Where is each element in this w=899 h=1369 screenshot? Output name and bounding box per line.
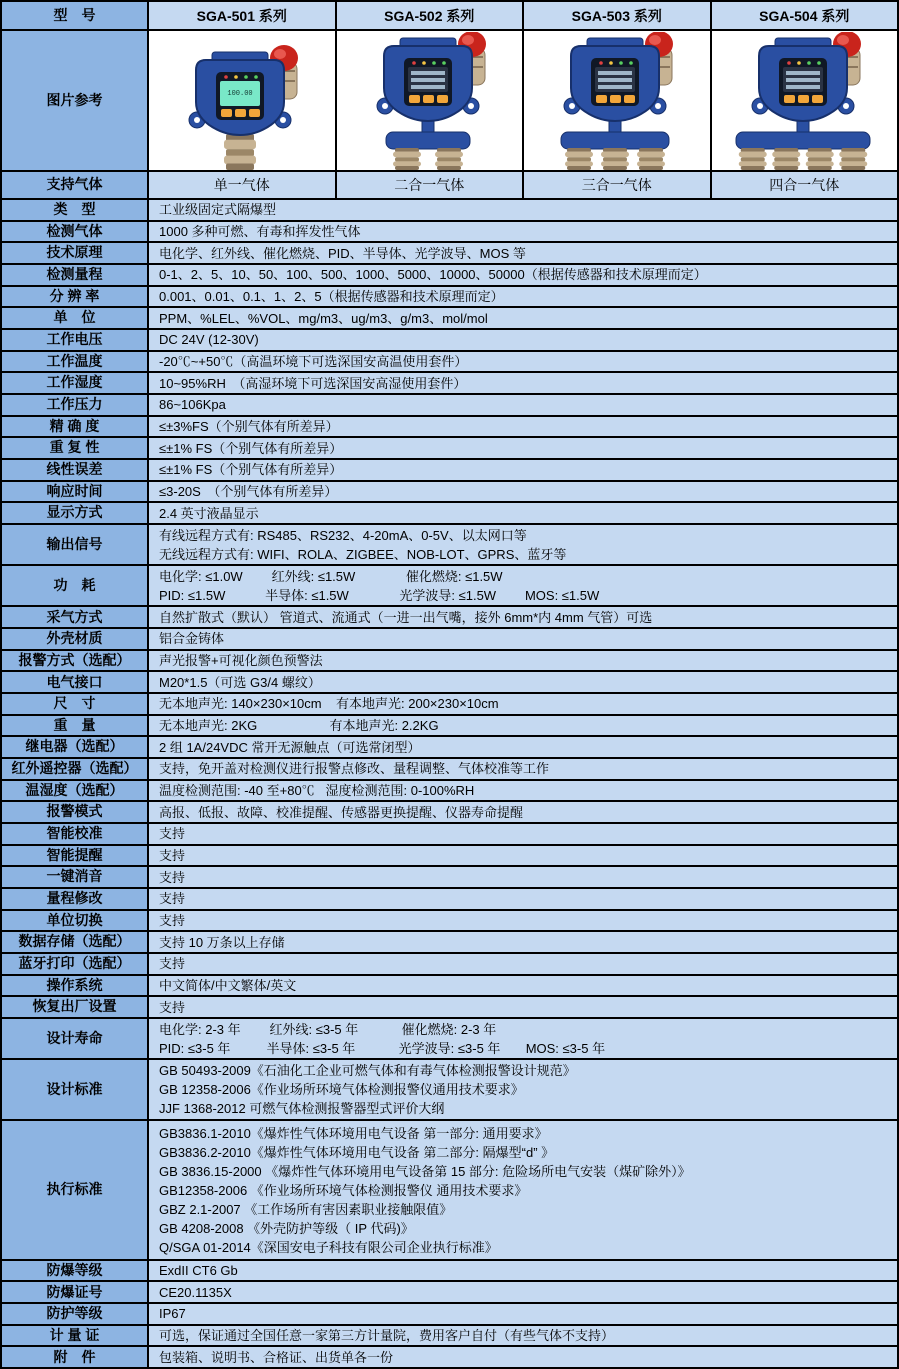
sensor-probe [806,148,834,170]
spec-row-14 [2,501,897,523]
spec-value-38 [149,1121,897,1259]
spec-row-3 [2,263,897,285]
spec-row-29 [2,865,897,887]
spec-label-37: 设计标准 [2,1060,149,1119]
spec-value-33 [149,954,897,974]
spec-label-32: 数据存储（选配） [2,932,149,952]
device-image-1 [337,31,525,170]
spec-label-28: 智能提醒 [2,846,149,866]
spec-label-34: 操作系统 [2,976,149,996]
spec-row-13 [2,480,897,502]
image-row-label: 图片参考 [2,31,149,170]
spec-value-25 [149,781,897,801]
spec-value-35 [149,997,897,1017]
spec-value-line: 2.4 英寸液晶显示 [159,505,259,521]
spec-label-38: 执行标准 [2,1121,149,1259]
spec-row-16 [2,564,897,605]
spec-value-8 [149,373,897,393]
spec-row-18 [2,627,897,649]
spec-value-line: 支持 [159,956,186,972]
gas-value-3: 四合一气体 [712,172,898,198]
gas-value-1: 二合一气体 [337,172,525,198]
spec-value-2 [149,243,897,263]
sensor-probe [393,148,421,170]
spec-label-7: 工作温度 [2,352,149,372]
spec-row-39 [2,1259,897,1281]
image-row [2,29,897,170]
spec-label-0: 类 型 [2,200,149,220]
spec-value-10 [149,417,897,437]
spec-value-line: 中文简体/中文繁体/英文 [159,977,297,993]
spec-value-line: 有线远程方式有: RS485、RS232、4-20mA、0-5V、以太网口等 [159,527,527,543]
spec-value-41 [149,1304,897,1324]
model-header-sga-502: SGA-502 系列 [337,2,525,29]
spec-row-24 [2,757,897,779]
spec-label-39: 防爆等级 [2,1261,149,1281]
spec-value-31 [149,911,897,931]
spec-value-line: 支持，免开盖对检测仪进行报警点修改、量程调整、气体校准等工作 [159,761,550,777]
gas-detector-illustration [525,32,708,170]
spec-label-4: 分 辨 率 [2,287,149,307]
spec-value-line: GB 50493-2009《石油化工企业可燃气体和有毒气体检测报警设计规范》 [159,1063,576,1079]
spec-label-19: 报警方式（选配） [2,651,149,671]
spec-value-24 [149,759,897,779]
sensor-probe [739,148,767,170]
spec-value-6 [149,330,897,350]
spec-value-line: 支持 [159,848,186,864]
gas-detector-illustration [338,32,521,170]
header-label: 型 号 [2,2,149,29]
spec-value-39 [149,1261,897,1281]
spec-value-27 [149,824,897,844]
spec-value-line: GBZ 2.1-2007 《工作场所有害因素职业接触限值》 [159,1201,453,1217]
spec-value-42 [149,1326,897,1346]
spec-value-16 [149,566,897,605]
spec-value-line: DC 24V (12-30V) [159,332,259,348]
spec-value-43 [149,1347,897,1367]
spec-value-line: 声光报警+可视化颜色预警法 [159,653,323,669]
spec-value-line: 支持 [159,891,186,907]
spec-value-line: 2 组 1A/24VDC 常开无源触点（可选常闭型） [159,739,421,755]
spec-row-26 [2,800,897,822]
spec-row-36 [2,1017,897,1058]
spec-value-line: 支持 [159,999,186,1015]
spec-value-line: -20℃~+50℃（高温环境下可选深国安高温使用套件） [159,353,468,369]
spec-label-13: 响应时间 [2,482,149,502]
spec-label-36: 设计寿命 [2,1019,149,1058]
spec-label-8: 工作湿度 [2,373,149,393]
spec-label-24: 红外遥控器（选配） [2,759,149,779]
spec-value-17 [149,607,897,627]
spec-value-line: ExdII CT6 Gb [159,1263,238,1279]
spec-value-line: 温度检测范围: -40 至+80℃ 湿度检测范围: 0-100%RH [159,783,475,799]
spec-row-34 [2,974,897,996]
spec-label-30: 量程修改 [2,889,149,909]
spec-label-15: 输出信号 [2,525,149,564]
spec-label-16: 功 耗 [2,566,149,605]
device-image-2 [524,31,712,170]
spec-label-2: 技术原理 [2,243,149,263]
spec-row-30 [2,887,897,909]
spec-row-31 [2,909,897,931]
spec-row-42 [2,1324,897,1346]
sensor-probe [772,148,800,170]
spec-rows [2,198,897,1367]
spec-label-20: 电气接口 [2,672,149,692]
spec-label-35: 恢复出厂设置 [2,997,149,1017]
spec-row-4 [2,285,897,307]
spec-row-43 [2,1345,897,1367]
spec-value-12 [149,460,897,480]
spec-value-line: 86~106Kpa [159,397,226,413]
header-row [2,2,897,29]
spec-row-9 [2,393,897,415]
spec-value-line: ≤±1% FS（个别气体有所差异） [159,440,343,456]
spec-label-18: 外壳材质 [2,629,149,649]
spec-row-19 [2,649,897,671]
spec-label-14: 显示方式 [2,503,149,523]
spec-value-line: IP67 [159,1306,186,1322]
spec-label-9: 工作压力 [2,395,149,415]
spec-value-line: 支持 [159,869,186,885]
spec-value-0 [149,200,897,220]
spec-label-27: 智能校准 [2,824,149,844]
gas-row [2,170,897,198]
spec-row-5 [2,306,897,328]
spec-row-8 [2,371,897,393]
spec-label-10: 精 确 度 [2,417,149,437]
sensor-probe [601,148,629,170]
spec-value-line: 支持 10 万条以上存储 [159,934,285,950]
spec-value-15 [149,525,897,564]
spec-value-line: CE20.1135X [159,1284,232,1300]
spec-value-line: ≤±1% FS（个别气体有所差异） [159,462,343,478]
spec-label-29: 一键消音 [2,867,149,887]
spec-value-40 [149,1282,897,1302]
spec-value-18 [149,629,897,649]
device-image-0 [149,31,337,170]
spec-value-26 [149,802,897,822]
spec-row-28 [2,844,897,866]
spec-value-3 [149,265,897,285]
spec-label-31: 单位切换 [2,911,149,931]
sensor-probe [637,148,665,170]
spec-value-20 [149,672,897,692]
spec-value-line: 1000 多种可燃、有毒和挥发性气体 [159,223,361,239]
spec-value-29 [149,867,897,887]
spec-value-22 [149,716,897,736]
spec-value-line: 无本地声光: 140×230×10cm 有本地声光: 200×230×10cm [159,696,499,712]
spec-value-21 [149,694,897,714]
spec-row-6 [2,328,897,350]
spec-label-42: 计 量 证 [2,1326,149,1346]
spec-label-21: 尺 寸 [2,694,149,714]
spec-label-23: 继电器（选配） [2,737,149,757]
spec-row-38 [2,1119,897,1259]
spec-value-1 [149,222,897,242]
spec-label-11: 重 复 性 [2,438,149,458]
spec-label-26: 报警模式 [2,802,149,822]
gas-row-label: 支持气体 [2,172,149,198]
device-image-3 [712,31,898,170]
spec-value-line: 0-1、2、5、10、50、100、500、1000、5000、10000、50000（根据传感器和技术原理而定） [159,267,707,283]
spec-value-7 [149,352,897,372]
spec-value-4 [149,287,897,307]
gas-detector-illustration [150,32,333,170]
spec-value-line: 铝合金铸体 [159,631,225,647]
spec-row-21 [2,692,897,714]
spec-value-line: 电化学、红外线、催化燃烧、PID、半导体、光学波导、MOS 等 [159,245,526,261]
spec-row-35 [2,995,897,1017]
spec-value-11 [149,438,897,458]
spec-value-line: 电化学: ≤1.0W 红外线: ≤1.5W 催化燃烧: ≤1.5W [159,568,503,584]
spec-value-37 [149,1060,897,1119]
spec-row-32 [2,930,897,952]
spec-row-25 [2,779,897,801]
spec-value-line: PID: ≤3-5 年 半导体: ≤3-5 年 光学波导: ≤3-5 年 MOS: ≤3-5 年 [159,1040,606,1056]
spec-value-line: 支持 [159,826,186,842]
spec-row-20 [2,670,897,692]
spec-value-line: GB 4208-2008 《外壳防护等级（ IP 代码)》 [159,1220,414,1236]
model-header-sga-503: SGA-503 系列 [524,2,712,29]
spec-label-1: 检测气体 [2,222,149,242]
spec-label-3: 检测量程 [2,265,149,285]
gas-value-0: 单一气体 [149,172,337,198]
spec-value-line: GB3836.1-2010《爆炸性气体环境用电气设备 第一部分: 通用要求》 [159,1125,548,1141]
model-header-sga-501: SGA-501 系列 [149,2,337,29]
spec-value-line: GB12358-2006 《作业场所环境气体检测报警仪 通用技术要求》 [159,1182,528,1198]
spec-label-40: 防爆证号 [2,1282,149,1302]
spec-row-10 [2,415,897,437]
spec-value-line: PID: ≤1.5W 半导体: ≤1.5W 光学波导: ≤1.5W MOS: ≤1.5W [159,587,600,603]
spec-row-15 [2,523,897,564]
svg-text:100.00: 100.00 [227,89,253,98]
spec-row-27 [2,822,897,844]
spec-value-28 [149,846,897,866]
sensor-probe [435,148,463,170]
sensor-probe [565,148,593,170]
spec-label-12: 线性误差 [2,460,149,480]
spec-value-line: 包装箱、说明书、合格证、出货单各一份 [159,1349,394,1365]
spec-label-22: 重 量 [2,716,149,736]
spec-row-23 [2,735,897,757]
spec-value-line: 无本地声光: 2KG 有本地声光: 2.2KG [159,718,439,734]
spec-value-line: JJF 1368-2012 可燃气体检测报警器型式评价大纲 [159,1101,445,1117]
spec-label-43: 附 件 [2,1347,149,1367]
spec-row-12 [2,458,897,480]
sensor-probe [839,148,867,170]
spec-row-33 [2,952,897,974]
spec-row-37 [2,1058,897,1119]
spec-row-0 [2,198,897,220]
spec-value-9 [149,395,897,415]
spec-label-6: 工作电压 [2,330,149,350]
spec-row-2 [2,241,897,263]
spec-value-line: 0.001、0.01、0.1、1、2、5（根据传感器和技术原理而定） [159,288,504,304]
spec-row-17 [2,605,897,627]
spec-value-line: 自然扩散式（默认） 管道式、流通式（一进一出气嘴，接外 6mm*内 4mm 气管）可选 [159,609,653,625]
spec-value-14 [149,503,897,523]
gas-detector-illustration [713,32,896,170]
spec-row-40 [2,1280,897,1302]
spec-row-7 [2,350,897,372]
spec-value-36 [149,1019,897,1058]
spec-value-19 [149,651,897,671]
sensor-probe [224,134,256,170]
spec-label-41: 防护等级 [2,1304,149,1324]
spec-value-30 [149,889,897,909]
spec-value-line: GB 3836.15-2000 《爆炸性气体环境用电气设备第 15 部分: 危险场所电气安装（煤矿除外）》 [159,1163,691,1179]
spec-row-11 [2,436,897,458]
spec-row-1 [2,220,897,242]
spec-value-line: PPM、%LEL、%VOL、mg/m3、ug/m3、g/m3、mol/mol [159,310,488,326]
spec-value-line: M20*1.5（可选 G3/4 螺纹） [159,674,321,690]
spec-value-34 [149,976,897,996]
spec-value-5 [149,308,897,328]
spec-value-line: 10~95%RH （高湿环境下可选深国安高湿使用套件） [159,375,467,391]
spec-value-line: 可选，保证通过全国任意一家第三方计量院，费用客户自付（有些气体不支持） [159,1328,615,1344]
spec-label-25: 温湿度（选配） [2,781,149,801]
model-header-sga-504: SGA-504 系列 [712,2,898,29]
gas-value-2: 三合一气体 [524,172,712,198]
spec-row-22 [2,714,897,736]
spec-value-line: 无线远程方式有: WIFI、ROLA、ZIGBEE、NOB-LOT、GPRS、蓝牙等 [159,546,567,562]
spec-label-5: 单 位 [2,308,149,328]
spec-value-line: ≤3-20S （个别气体有所差异） [159,483,338,499]
spec-value-line: 工业级固定式隔爆型 [159,202,277,218]
spec-value-line: 高报、低报、故障、校准提醒、传感器更换提醒、仪器寿命提醒 [159,804,524,820]
spec-value-32 [149,932,897,952]
spec-value-line: Q/SGA 01-2014《深国安电子科技有限公司企业执行标准》 [159,1239,498,1255]
spec-value-line: GB3836.2-2010《爆炸性气体环境用电气设备 第二部分: 隔爆型“d” 》 [159,1144,555,1160]
spec-label-33: 蓝牙打印（选配） [2,954,149,974]
spec-value-23 [149,737,897,757]
spec-value-line: GB 12358-2006《作业场所环境气体检测报警仪通用技术要求》 [159,1082,524,1098]
spec-value-line: 支持 [159,912,186,928]
spec-value-line: 电化学: 2-3 年 红外线: ≤3-5 年 催化燃烧: 2-3 年 [159,1021,497,1037]
spec-label-17: 采气方式 [2,607,149,627]
spec-value-line: ≤±3%FS（个别气体有所差异） [159,418,339,434]
spec-row-41 [2,1302,897,1324]
spec-value-13 [149,482,897,502]
